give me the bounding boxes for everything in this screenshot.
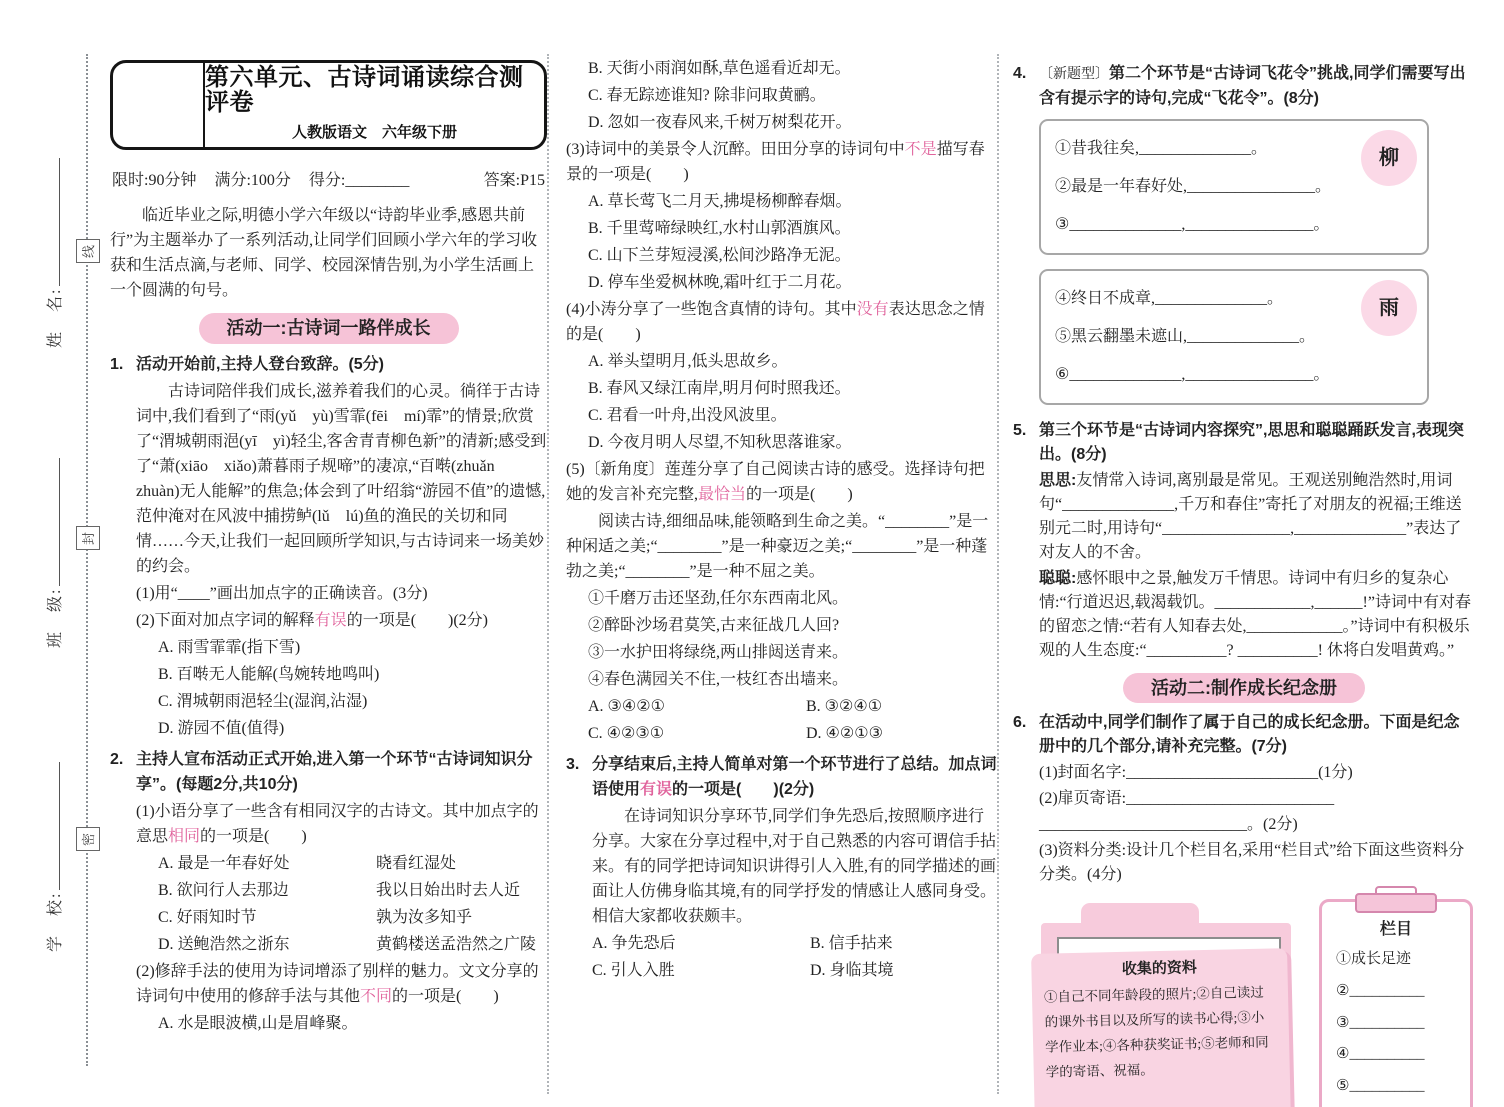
column-item-5[interactable]: ⑤__________ (1336, 1078, 1425, 1095)
question-2-sub4[interactable]: (4)小涛分享了一些饱含真情的诗句。其中没有表达思念之情的是( ) (566, 301, 985, 343)
question-2-sub1[interactable]: (1)小语分享了一些含有相同汉字的古诗文。其中加点字的意思相同的一项是( ) (136, 803, 539, 845)
question-6-number: 6. (1013, 714, 1027, 731)
option-b[interactable]: B. 春风又绿江南岸,明月何时照我还。 (588, 380, 851, 397)
student-school-field (42, 716, 72, 952)
emphasis-bushi: 不是 (904, 141, 937, 158)
column-item-2[interactable]: ②__________ (1336, 982, 1425, 999)
flyleaf-message-blank-1[interactable]: (2)扉页寄语:__________________________ (1039, 790, 1335, 807)
blank-line-6[interactable]: ⑥______________,________________。 (1055, 366, 1330, 383)
option-ab-row[interactable]: A. ③④②① B. ③②④① (588, 698, 883, 715)
flyleaf-message-blank-2[interactable]: __________________________。(2分) (1039, 816, 1298, 833)
blank-line-4[interactable]: ④终日不成章,______________。 (1055, 290, 1284, 307)
blank-line-2[interactable]: ②最是一年春好处,________________。 (1055, 178, 1332, 195)
question-5-stem: 第三个环节是“古诗词内容探究”,思思和聪聪踊跃发言,表现突出。(8分) (1039, 422, 1464, 463)
exam-info-row (112, 168, 545, 193)
question-2-sub2[interactable]: (2)修辞手法的使用为诗词增添了别样的魅力。文文分享的诗词句中使用的修辞手法与其他不同的一项是( ) (136, 963, 539, 1005)
cover-name-blank[interactable]: (1)封面名字:________________________(1分) (1039, 764, 1353, 781)
option-d[interactable]: D. 游园不值(值得) (158, 720, 285, 737)
option-a[interactable]: A. 雨雪霏霏(指下雪) (158, 639, 301, 656)
name-label: 姓 名: (47, 287, 64, 348)
column-3 (1013, 56, 1475, 1107)
blank-line-5[interactable]: ⑤黑云翻墨未遮山,______________。 (1055, 328, 1316, 345)
folder-materials-list: ①自己不同年龄段的照片;②自己读过的课外书目以及所写的读书心得;③小学作业本;④各种获奖证书;⑤老师和同学的寄语、祝福。 (1043, 984, 1269, 1080)
flower-order-box-rain (1039, 269, 1429, 405)
option-d[interactable]: D. 今夜月明人尽望,不知秋思落谁家。 (588, 434, 852, 451)
sub5-item-1: ①千磨万击还坚劲,任尔东西南北风。 (588, 590, 849, 607)
question-3-number: 3. (566, 756, 580, 773)
page-title: 第六单元、古诗词诵读综合测评卷 (205, 64, 524, 116)
question-6 (1013, 711, 1475, 887)
question-5 (1013, 419, 1475, 663)
intro-paragraph: 临近毕业之际,明德小学六年级以“诗韵毕业季,感恩共前行”为主题举办了一系列活动,让同学们回顾小学六年的学习收获和生活点滴,与老师、同学、校园深情告别,为小学生活画上一个圆满的句号。 (110, 207, 538, 299)
question-2 (110, 747, 547, 1036)
sisi-answer[interactable]: 思思:友情常入诗词,离别最是常见。王观送别鲍浩然时,用词句“______________,千万和春住”寄托了对朋友的祝福;王维送别元二时,用诗句“________________,______________”表达了对友人的不舍。 (1039, 472, 1462, 561)
sub5-item-4: ④春色满园关不住,一枝红杏出墙来。 (588, 671, 849, 688)
clipboard-title: 栏目 (1379, 921, 1412, 938)
option-cd-row[interactable]: C. ④②③① D. ④②①③ (588, 725, 883, 742)
emphasis-butong: 不同 (360, 988, 393, 1005)
question-1-passage: 古诗词陪伴我们成长,滋养着我们的心灵。徜徉于古诗词中,我们看到了“雨(yǔ yù)雪霏(fēi mí)霏”的情景;欣赏了“渭城朝雨浥(yī yì)轻尘,客舍青青柳色新”的清新;感受到了“萧(xiāo xiǎo)萧暮雨子规啼”的凄凉,“百啭(zhuǎn zhuàn)无人能解”的焦急;体会到了叶绍翁“游园不值”的遗憾,范仲淹对在风波中捕捞鲈(lǔ lú)鱼的渔民的关切和同情……今天,让我们一起回顾所学知识,与古诗词来一场美妙的约会。 (136, 383, 547, 575)
blank-line-1[interactable]: ①昔我往矣,______________。 (1055, 140, 1268, 157)
option-d[interactable]: D. 停车坐爱枫林晚,霜叶红于二月花。 (588, 274, 852, 291)
column-2 (566, 54, 998, 985)
option-b[interactable]: B. 千里莺啼绿映红,水村山郭酒旗风。 (588, 220, 851, 237)
clipboard-clip (1355, 893, 1437, 913)
activity2-badge: 活动二:制作成长纪念册 (1123, 673, 1365, 703)
sub5-passage: 阅读古诗,细细品味,能领略到生命之美。“________”是一种闲适之美;“________”是一种豪迈之美;“________”是一种蓬勃之美;“________”是一种不屈之美。 (566, 513, 989, 580)
emphasis-youwu: 有误 (640, 781, 673, 798)
time-limit: 限时:90分钟 (112, 172, 197, 189)
folder-title: 收集的资料 (1121, 959, 1198, 978)
question-1 (110, 352, 547, 741)
folder-front (1031, 948, 1291, 1107)
answer-ref: 答案:P15 (483, 172, 545, 189)
seal-dotted-line (86, 54, 88, 1066)
option-c[interactable]: C. 渭城朝雨浥轻尘(湿润,沾湿) (158, 693, 368, 710)
sub5-item-2: ②醉卧沙场君莫笑,古来征战几人回? (588, 617, 840, 634)
materials-folder (1035, 903, 1297, 1107)
question-6-stem: 在活动中,同学们制作了属于自己的成长纪念册。下面是纪念册中的几个部分,请补充完整。(7分) (1039, 714, 1460, 755)
school-blank-line[interactable] (45, 762, 60, 890)
option-c[interactable]: C. 君看一叶舟,出没风波里。 (588, 407, 787, 424)
title-box-left-cell (113, 63, 205, 147)
option-c-row[interactable]: C. 好雨知时节 孰为汝多知乎 (158, 909, 473, 926)
title-box-right-cell (205, 63, 544, 147)
seal-char-xian: 线 (76, 239, 100, 263)
option-c[interactable]: C. 山下兰芽短浸溪,松间沙路净无泥。 (588, 247, 851, 264)
question-3-stem[interactable]: 分享结束后,主持人简单对第一个环节进行了总结。加点词语使用有误的一项是( )(2分) (592, 756, 997, 798)
congcong-answer[interactable]: 聪聪:感怀眼中之景,触发万千情思。诗词中有归乡的复杂心情:“行道迟迟,载渴载饥。____________,______!”诗词中有对春的留恋之情:“若有人知春去处,____________。”诗词中有积极乐观的人生态度:“__________? __________! 休将白发唱黄鸡。” (1039, 570, 1471, 659)
question-4 (1013, 62, 1475, 405)
question-3-passage: 在诗词知识分享环节,同学们争先恐后,按照顺序进行分享。大家在分享过程中,对于自己熟悉的内容可谓信手拈来。有的同学把诗词知识讲得引人入胜,有的同学描述的画面让人仿佛身临其境,有的同学抒发的情感让人感同身受。相信大家都收获颇丰。 (592, 808, 997, 925)
option-b[interactable]: B. 天街小雨润如酥,草色遥看近却无。 (588, 60, 851, 77)
full-score: 满分:100分 (214, 172, 291, 189)
hint-char-rain: 雨 (1361, 280, 1417, 336)
option-a[interactable]: A. 举头望明月,低头思故乡。 (588, 353, 788, 370)
option-ab-row[interactable]: A. 争先恐后 B. 信手拈来 (592, 935, 893, 952)
column-item-4[interactable]: ④__________ (1336, 1046, 1425, 1063)
clipboard-items (1322, 942, 1470, 1103)
emphasis-youwu: 有误 (314, 612, 347, 629)
question-4-number: 4. (1013, 65, 1027, 82)
hint-char-willow: 柳 (1361, 130, 1417, 186)
question-6-graphics (1013, 897, 1475, 1107)
emphasis-zuiqiadang: 最恰当 (698, 486, 747, 503)
speaker-sisi: 思思: (1039, 472, 1077, 489)
option-cd-row[interactable]: C. 引人入胜 D. 身临其境 (592, 962, 894, 979)
new-type-tag: 〔新题型〕 (1039, 67, 1109, 82)
question-3 (566, 752, 998, 983)
option-a-row[interactable]: A. 最是一年春好处 晓看红湿处 (158, 855, 457, 872)
student-name-field (42, 112, 72, 348)
emphasis-xiangtong: 相同 (168, 828, 201, 845)
class-blank-line[interactable] (45, 458, 60, 586)
question-2-number: 2. (110, 751, 124, 768)
question-2-sub5[interactable]: (5)〔新角度〕莲莲分享了自己阅读古诗的感受。选择诗句把她的发言补充完整,最恰当的一项是( ) (566, 461, 985, 503)
classify-instruction: (3)资料分类:设计几个栏目名,采用“栏目式”给下面这些资料分分类。(4分) (1039, 842, 1465, 883)
question-1-sub1[interactable]: (1)用“____”画出加点字的正确读音。(3分) (136, 585, 428, 602)
option-b[interactable]: B. 百啭无人能解(鸟婉转地鸣叫) (158, 666, 380, 683)
speaker-congcong: 聪聪: (1039, 570, 1077, 587)
question-1-sub2[interactable]: (2)下面对加点字词的解释有误的一项是( )(2分) (136, 612, 489, 629)
class-label: 班 级: (47, 587, 64, 648)
option-b-row[interactable]: B. 欲问行人去那边 我以日始出时去人近 (158, 882, 521, 899)
seal-char-feng: 封 (76, 526, 100, 550)
seal-char-mi: 密 (76, 827, 100, 851)
name-blank-line[interactable] (45, 158, 60, 286)
option-a[interactable]: A. 水是眼波横,山是眉峰聚。 (158, 1015, 358, 1032)
columns-clipboard (1319, 899, 1473, 1107)
question-5-number: 5. (1013, 422, 1027, 439)
blank-line-3[interactable]: ③______________,________________。 (1055, 216, 1330, 233)
title-box (110, 60, 547, 150)
column-1 (110, 60, 547, 1038)
student-class-field (42, 412, 72, 648)
column-item-1: ①成长足迹 (1336, 951, 1412, 967)
option-a[interactable]: A. 草长莺飞二月天,拂堤杨柳醉春烟。 (588, 193, 852, 210)
flower-order-box-willow (1039, 119, 1429, 255)
question-1-stem: 活动开始前,主持人登台致辞。(5分) (136, 356, 385, 373)
school-label: 学 校: (47, 891, 64, 952)
option-d[interactable]: D. 忽如一夜春风来,千树万树梨花开。 (588, 114, 852, 131)
activity1-badge: 活动一:古诗词一路伴成长 (199, 313, 459, 344)
page-subtitle: 人教版语文 六年级下册 (291, 124, 457, 141)
emphasis-meiyou: 没有 (856, 301, 889, 318)
score-field[interactable]: 得分:________ (308, 172, 410, 189)
question-2-sub3[interactable]: (3)诗词中的美景令人沉醉。田田分享的诗词句中不是描写春景的一项是( ) (566, 141, 985, 183)
question-1-number: 1. (110, 356, 124, 373)
sub5-item-3: ③一水护田将绿绕,两山排闼送青来。 (588, 644, 849, 661)
option-c[interactable]: C. 春无踪迹谁知? 除非问取黄鹂。 (588, 87, 826, 104)
question-2-stem: 主持人宣布活动正式开始,进入第一个环节“古诗词知识分享”。(每题2分,共10分) (136, 751, 533, 793)
column-item-3[interactable]: ③__________ (1336, 1014, 1425, 1031)
option-d-row[interactable]: D. 送鲍浩然之浙东 黄鹤楼送孟浩然之广陵 (158, 936, 537, 953)
column-separator-1 (547, 54, 549, 1094)
question-4-stem: 〔新题型〕第二个环节是“古诗词飞花令”挑战,同学们需要写出含有提示字的诗句,完成“飞花令”。(8分) (1039, 65, 1466, 107)
